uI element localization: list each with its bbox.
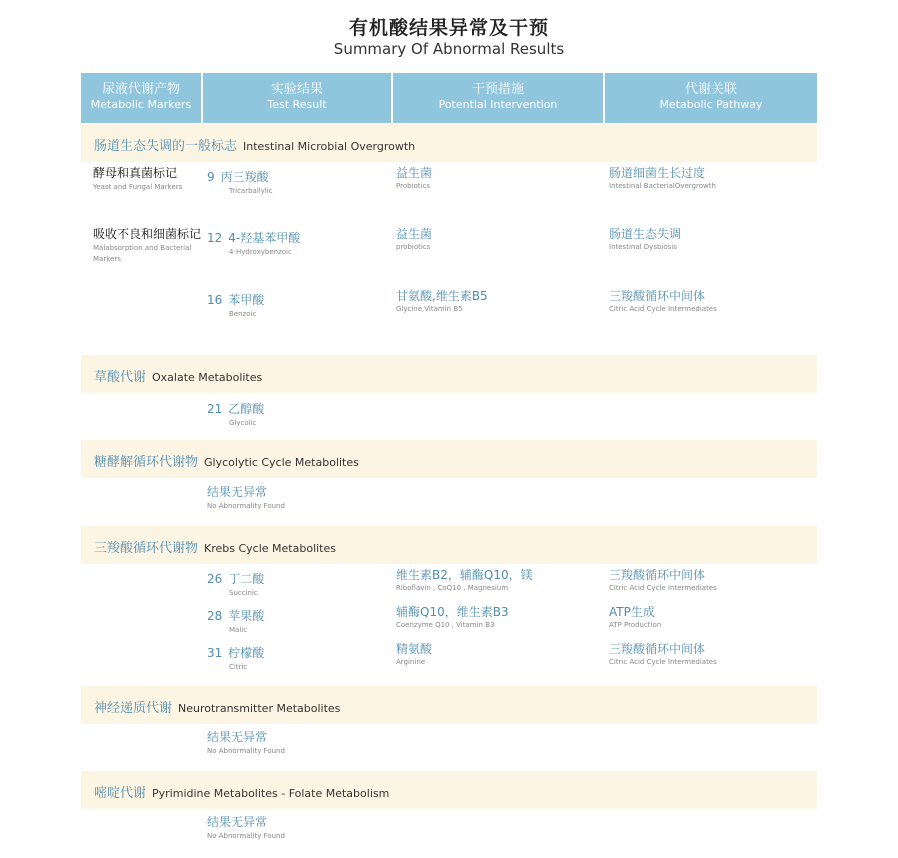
header-metabolic-markers (81, 73, 201, 123)
marker-label-cn: 吸收不良和细菌标记 (93, 227, 202, 241)
page-title (0, 16, 898, 58)
result-name-cn: 丁二酸 (228, 572, 265, 586)
intervention-cell (396, 289, 601, 314)
section-title (94, 366, 262, 385)
result-name-cn: 4-羟基苯甲酸 (228, 231, 301, 245)
pathway-cn: ATP生成 (609, 605, 655, 619)
section-title-en: Intestinal Microbial Overgrowth (243, 140, 416, 153)
result-name-en: Glycolic (229, 419, 257, 427)
result-glycolic (207, 398, 264, 428)
section-krebs (81, 526, 817, 564)
result-name-en: Benzoic (229, 310, 257, 318)
intervention-cell (396, 568, 601, 593)
intervention-cell (396, 166, 601, 191)
section-title-en: Pyrimidine Metabolites - Folate Metabolism (152, 787, 390, 800)
result-name-cn: 苹果酸 (228, 609, 265, 623)
result-name-en: Tricarballylic (229, 187, 273, 195)
section-title-cn: 糖酵解循环代谢物 (94, 455, 199, 470)
pathway-cn: 三羧酸循环中间体 (609, 568, 706, 582)
section-neurotransmitter (81, 686, 817, 724)
pathway-cell (609, 289, 814, 314)
pathway-cn: 肠道生态失调 (609, 227, 682, 241)
section-glycolytic (81, 440, 817, 478)
result-benzoic (207, 289, 264, 319)
section-title-cn: 嘧啶代谢 (94, 786, 147, 801)
pathway-cn: 三羧酸循环中间体 (609, 642, 706, 656)
pathway-cell (609, 605, 814, 630)
result-name-en: Succinic (229, 589, 258, 597)
section-title (94, 451, 359, 470)
result-number: 26 (207, 572, 223, 586)
marker-label-en: Malabsorption and Bacterial Markers (93, 244, 192, 263)
intervention-en: Glycine,Vitamin B5 (396, 305, 463, 313)
intervention-cn: 精氨酸 (396, 642, 433, 656)
title-chinese: 有机酸结果异常及干预 (348, 17, 549, 39)
result-name-cn: 柠檬酸 (228, 646, 265, 660)
section-pyrimidine (81, 771, 817, 809)
result-name-en: Citric (229, 663, 248, 671)
result-number: 9 (207, 170, 215, 184)
result-4-hydroxybenzoic (207, 227, 300, 257)
header-metabolic-pathway (605, 73, 817, 123)
section-title (94, 135, 415, 154)
pathway-en: Intestinal Dysbiosis (609, 243, 677, 251)
pathway-cn: 肠道细菌生长过度 (609, 166, 706, 180)
marker-yeast-fungal (93, 166, 201, 193)
section-title-en: Oxalate Metabolites (152, 371, 263, 384)
section-title-cn: 神经递质代谢 (94, 701, 173, 716)
result-no-abnormality (207, 728, 285, 756)
result-malic (207, 605, 264, 635)
result-number: 31 (207, 646, 223, 660)
pathway-en: Citric Acid Cycle Intermediates (609, 658, 717, 666)
pathway-en: Citric Acid Cycle Intermediates (609, 584, 717, 592)
header-label-en: Potential Intervention (438, 98, 558, 111)
result-none-cn: 结果无异常 (207, 815, 268, 829)
intervention-en: Riboflavin , CoQ10 , Magnesium (396, 584, 509, 592)
header-label-cn: 尿液代谢产物 (101, 82, 180, 97)
result-number: 21 (207, 402, 223, 416)
result-name-en: Malic (229, 626, 248, 634)
marker-label-cn: 酵母和真菌标记 (93, 166, 178, 180)
result-name-en: 4-Hydroxybenzoic (229, 248, 292, 256)
marker-malabsorption-bacterial (93, 227, 201, 265)
result-none-en: No Abnormality Found (207, 832, 285, 840)
result-none-en: No Abnormality Found (207, 747, 285, 755)
marker-label-en: Yeast and Fungal Markers (93, 183, 183, 191)
section-oxalate (81, 355, 817, 393)
intervention-en: Arginine (396, 658, 426, 666)
pathway-cn: 三羧酸循环中间体 (609, 289, 706, 303)
intervention-en: Coenzyme Q10 , Vitamin B3 (396, 621, 495, 629)
result-number: 12 (207, 231, 223, 245)
pathway-en: ATP Production (609, 621, 662, 629)
section-title-en: Krebs Cycle Metabolites (204, 542, 336, 555)
intervention-cell (396, 642, 601, 667)
pathway-cell (609, 227, 814, 252)
section-title-cn: 肠道生态失调的一般标志 (94, 139, 238, 154)
section-intestinal-overgrowth (81, 124, 817, 162)
header-label-en: Test Result (267, 98, 327, 111)
header-label-cn: 干预措施 (471, 82, 524, 97)
intervention-en: Probiotics (396, 182, 430, 190)
intervention-cn: 益生菌 (396, 227, 433, 241)
header-label-cn: 代谢关联 (684, 82, 737, 97)
header-label-en: Metabolic Markers (90, 98, 192, 111)
result-number: 28 (207, 609, 223, 623)
result-name-cn: 乙醇酸 (228, 402, 265, 416)
intervention-cn: 益生菌 (396, 166, 433, 180)
pathway-cell (609, 642, 814, 667)
pathway-en: Intestinal BacterialOvergrowth (609, 182, 716, 190)
section-title (94, 782, 389, 801)
result-citric (207, 642, 264, 672)
pathway-cell (609, 568, 814, 593)
intervention-cell (396, 227, 601, 252)
section-title (94, 697, 340, 716)
pathway-cell (609, 166, 814, 191)
result-none-cn: 结果无异常 (207, 485, 268, 499)
intervention-cell (396, 605, 601, 630)
intervention-cn: 维生素B2，辅酶Q10，镁 (396, 568, 533, 582)
header-label-cn: 实验结果 (270, 82, 323, 97)
header-label-en: Metabolic Pathway (659, 98, 763, 111)
section-title (94, 537, 336, 556)
result-name-cn: 丙三羧酸 (220, 170, 269, 184)
section-title-en: Glycolytic Cycle Metabolites (204, 456, 359, 469)
title-english: Summary Of Abnormal Results (333, 40, 565, 58)
result-no-abnormality (207, 483, 285, 511)
intervention-en: probiotics (396, 243, 431, 251)
result-tricarballylic (207, 166, 273, 196)
result-number: 16 (207, 293, 223, 307)
pathway-en: Citric Acid Cycle Intermediates (609, 305, 717, 313)
result-succinic (207, 568, 264, 598)
section-title-cn: 草酸代谢 (94, 370, 147, 385)
result-none-en: No Abnormality Found (207, 502, 285, 510)
header-intervention (393, 73, 603, 123)
section-title-en: Neurotransmitter Metabolites (178, 702, 341, 715)
intervention-cn: 甘氨酸,维生素B5 (396, 289, 488, 303)
intervention-cn: 辅酶Q10，维生素B3 (396, 605, 509, 619)
result-none-cn: 结果无异常 (207, 730, 268, 744)
header-test-result (203, 73, 391, 123)
result-no-abnormality (207, 813, 285, 841)
result-name-cn: 苯甲酸 (228, 293, 265, 307)
section-title-cn: 三羧酸循环代谢物 (94, 541, 199, 556)
